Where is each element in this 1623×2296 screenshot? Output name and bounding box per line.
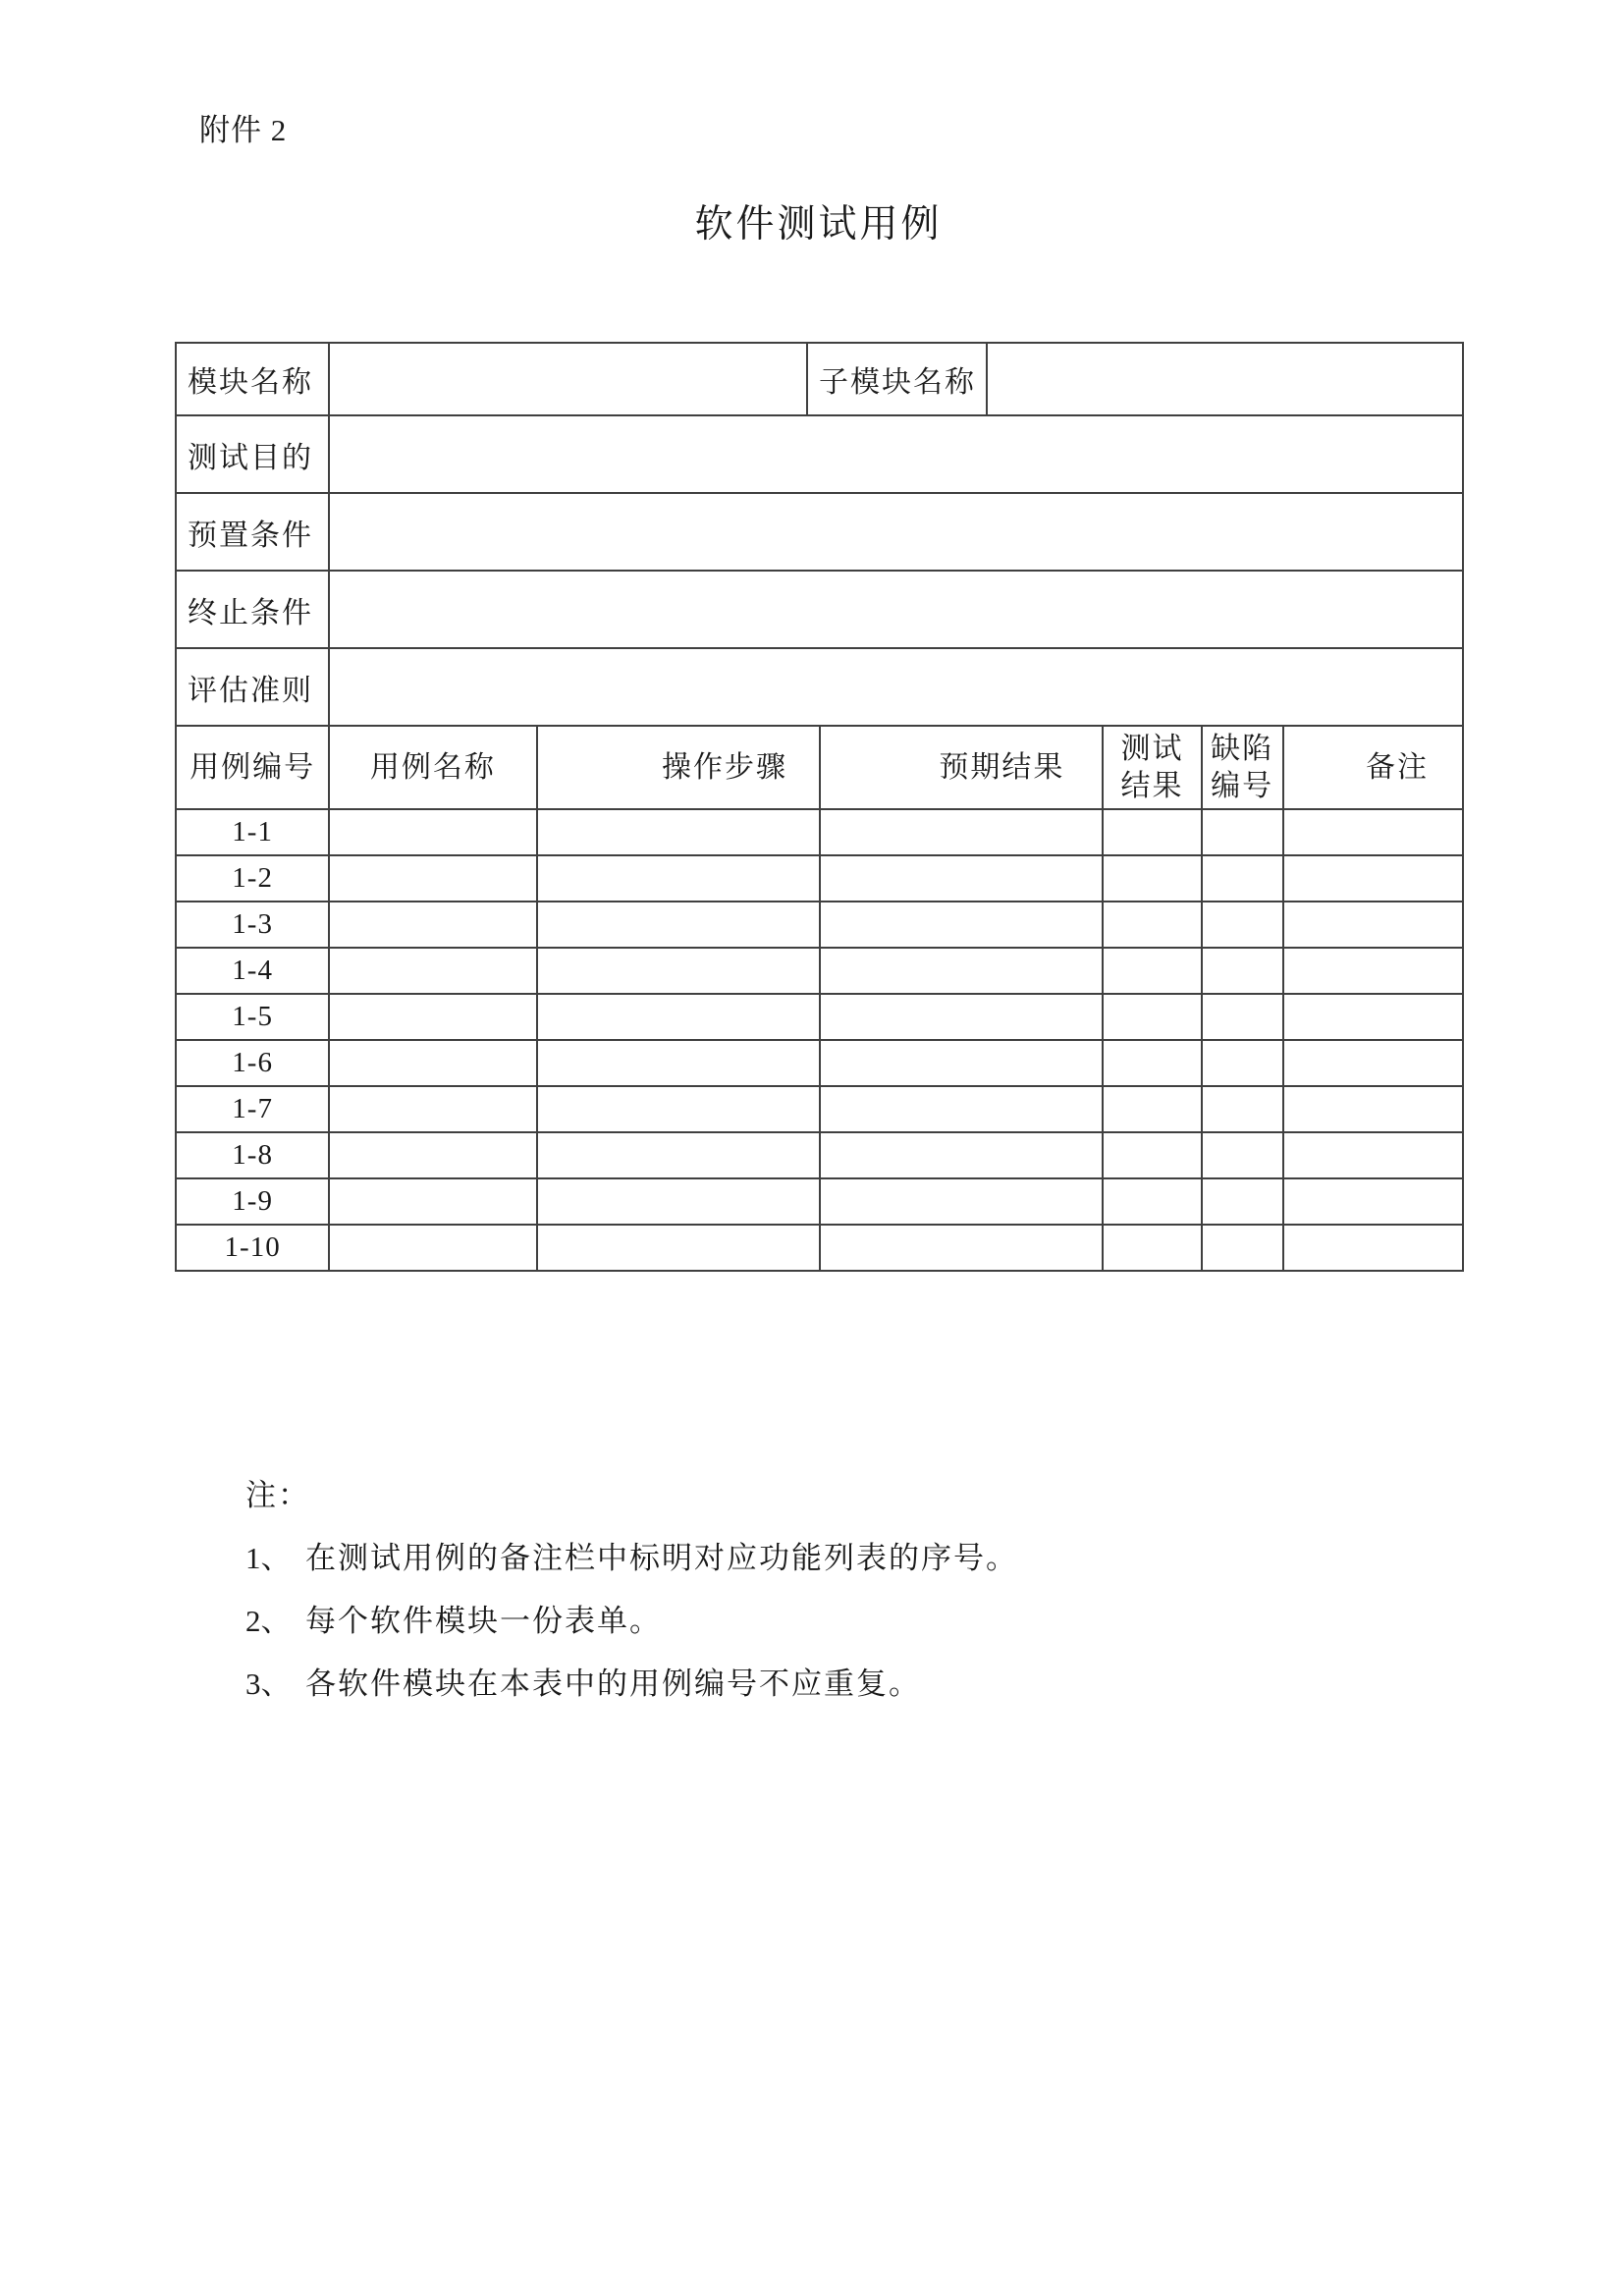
module-name-input[interactable] [329,343,807,415]
case-expected-cell[interactable] [820,855,1103,902]
case-remark-cell[interactable] [1283,948,1463,994]
case-defect-cell[interactable] [1202,855,1283,902]
note-item [245,1601,1018,1642]
test-purpose-row [176,415,1463,493]
case-name-cell[interactable] [329,994,536,1040]
case-row [176,994,1463,1040]
case-name-cell[interactable] [329,1086,536,1132]
case-steps-cell[interactable] [537,902,820,948]
case-result-cell[interactable] [1103,902,1201,948]
case-remark-cell[interactable] [1283,902,1463,948]
evaluation-criteria-input[interactable] [329,648,1463,726]
case-expected-cell[interactable] [820,1086,1103,1132]
case-row [176,1040,1463,1086]
case-result-cell[interactable] [1103,1225,1201,1271]
case-defect-cell[interactable] [1202,1225,1283,1271]
col-header-remarks: 备注 [1283,726,1463,809]
case-result-cell[interactable] [1103,1178,1201,1225]
case-result-cell[interactable] [1103,948,1201,994]
case-id-cell: 1-4 [176,948,329,994]
case-name-cell[interactable] [329,1225,536,1271]
case-steps-cell[interactable] [537,1040,820,1086]
note-number: 2、 [245,1604,292,1638]
case-defect-cell[interactable] [1202,948,1283,994]
col-header-case-name: 用例名称 [329,726,536,809]
case-remark-cell[interactable] [1283,1040,1463,1086]
submodule-name-input[interactable] [987,343,1463,415]
note-item [245,1538,1018,1579]
case-table-header-row [176,726,1463,809]
case-remark-cell[interactable] [1283,1225,1463,1271]
notes-section [245,1475,1018,1726]
case-id-cell: 1-10 [176,1225,329,1271]
note-number: 1、 [245,1541,292,1575]
case-expected-cell[interactable] [820,994,1103,1040]
test-case-table [175,725,1464,1272]
case-expected-cell[interactable] [820,1225,1103,1271]
case-expected-cell[interactable] [820,902,1103,948]
case-remark-cell[interactable] [1283,1178,1463,1225]
case-name-cell[interactable] [329,902,536,948]
termination-condition-row [176,571,1463,648]
precondition-label: 预置条件 [176,493,329,571]
case-name-cell[interactable] [329,855,536,902]
test-purpose-input[interactable] [329,415,1463,493]
case-remark-cell[interactable] [1283,809,1463,855]
module-name-row [176,343,1463,415]
col-header-defect-id: 缺陷编号 [1202,726,1283,809]
case-expected-cell[interactable] [820,948,1103,994]
case-result-cell[interactable] [1103,809,1201,855]
form-tables [175,342,1464,1272]
case-steps-cell[interactable] [537,1132,820,1178]
termination-condition-input[interactable] [329,571,1463,648]
col-header-case-id: 用例编号 [176,726,329,809]
col-header-steps: 操作步骤 [537,726,820,809]
case-result-cell[interactable] [1103,1086,1201,1132]
case-steps-cell[interactable] [537,1178,820,1225]
precondition-row [176,493,1463,571]
case-row [176,902,1463,948]
case-remark-cell[interactable] [1283,855,1463,902]
case-id-cell: 1-1 [176,809,329,855]
case-steps-cell[interactable] [537,809,820,855]
case-defect-cell[interactable] [1202,902,1283,948]
precondition-input[interactable] [329,493,1463,571]
case-remark-cell[interactable] [1283,994,1463,1040]
case-remark-cell[interactable] [1283,1132,1463,1178]
case-defect-cell[interactable] [1202,1178,1283,1225]
case-defect-cell[interactable] [1202,1132,1283,1178]
case-row [176,1086,1463,1132]
case-expected-cell[interactable] [820,1178,1103,1225]
evaluation-criteria-row [176,648,1463,726]
case-name-cell[interactable] [329,1040,536,1086]
case-id-cell: 1-2 [176,855,329,902]
case-result-cell[interactable] [1103,1040,1201,1086]
case-expected-cell[interactable] [820,1132,1103,1178]
case-id-cell: 1-6 [176,1040,329,1086]
case-expected-cell[interactable] [820,1040,1103,1086]
case-steps-cell[interactable] [537,1225,820,1271]
case-defect-cell[interactable] [1202,809,1283,855]
test-purpose-label: 测试目的 [176,415,329,493]
case-name-cell[interactable] [329,948,536,994]
info-table [175,342,1464,727]
notes-heading: 注： [245,1478,310,1512]
case-row [176,809,1463,855]
case-row [176,1225,1463,1271]
note-number: 3、 [245,1667,292,1701]
note-text: 在测试用例的备注栏中标明对应功能列表的序号。 [305,1541,1018,1575]
case-remark-cell[interactable] [1283,1086,1463,1132]
evaluation-criteria-label: 评估准则 [176,648,329,726]
submodule-name-label: 子模块名称 [807,343,987,415]
case-steps-cell[interactable] [537,948,820,994]
case-id-cell: 1-9 [176,1178,329,1225]
module-name-label: 模块名称 [176,343,329,415]
page-title: 软件测试用例 [694,203,943,246]
note-item [245,1664,1018,1705]
case-id-cell: 1-3 [176,902,329,948]
case-name-cell[interactable] [329,1132,536,1178]
case-row [176,1132,1463,1178]
note-text: 每个软件模块一份表单。 [305,1604,662,1638]
case-steps-cell[interactable] [537,1086,820,1132]
case-defect-cell[interactable] [1202,1086,1283,1132]
case-result-cell[interactable] [1103,1132,1201,1178]
case-steps-cell[interactable] [537,855,820,902]
col-header-test-result: 测试结果 [1103,726,1201,809]
case-row [176,855,1463,902]
case-name-cell[interactable] [329,1178,536,1225]
note-text: 各软件模块在本表中的用例编号不应重复。 [305,1667,921,1701]
case-row [176,1178,1463,1225]
case-id-cell: 1-5 [176,994,329,1040]
case-result-cell[interactable] [1103,855,1201,902]
case-defect-cell[interactable] [1202,1040,1283,1086]
attachment-label: 附件 2 [199,113,288,147]
case-defect-cell[interactable] [1202,994,1283,1040]
case-name-cell[interactable] [329,809,536,855]
termination-condition-label: 终止条件 [176,571,329,648]
case-id-cell: 1-7 [176,1086,329,1132]
case-expected-cell[interactable] [820,809,1103,855]
case-result-cell[interactable] [1103,994,1201,1040]
case-steps-cell[interactable] [537,994,820,1040]
case-row [176,948,1463,994]
col-header-expected-result: 预期结果 [820,726,1103,809]
case-id-cell: 1-8 [176,1132,329,1178]
